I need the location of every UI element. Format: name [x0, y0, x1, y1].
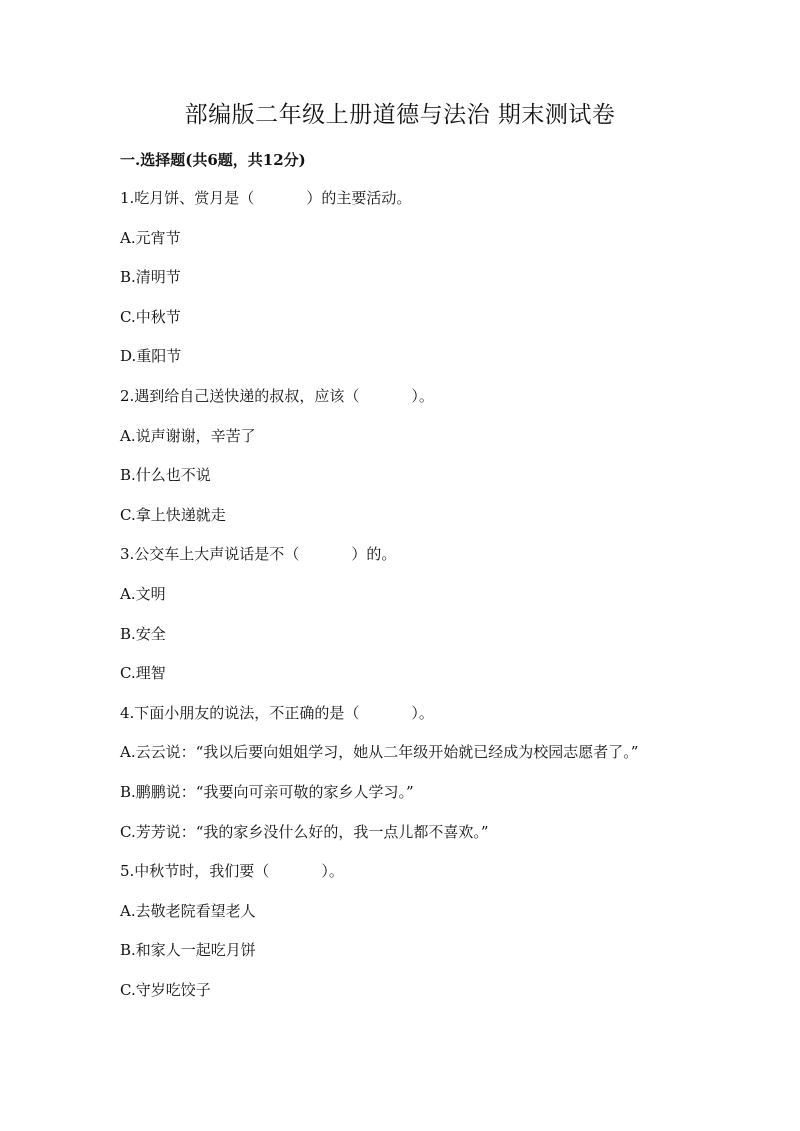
option-2c: C.拿上快递就走 [120, 505, 226, 524]
question-stem-before: 4.下面小朋友的说法，不正确的是（ [120, 703, 360, 722]
question-stem-after: ）。 [411, 703, 434, 722]
option-3a: A.文明 [120, 584, 166, 603]
question-stem-after: ）的。 [351, 545, 397, 564]
option-1a: A.元宵节 [120, 228, 181, 247]
option-2a: A.说声谢谢，辛苦了 [120, 426, 256, 445]
option-4b: B.鹏鹏说：“我要向可亲可敬的家乡人学习。” [120, 782, 414, 801]
option-4a: A.云云说：“我以后要向姐姐学习，她从二年级开始就已经成为校园志愿者了。” [120, 743, 639, 762]
option-2b: B.什么也不说 [120, 466, 211, 485]
option-4c: C.芳芳说：“我的家乡没什么好的，我一点儿都不喜欢。” [120, 822, 489, 841]
option-5b: B.和家人一起吃月饼 [120, 941, 256, 960]
question-1-stem [120, 187, 680, 209]
question-stem-after: ）。 [321, 862, 344, 881]
section-heading: 一.选择题(共6题，共12分) [120, 151, 306, 169]
question-stem-after: ）的主要活动。 [306, 189, 412, 207]
question-5-stem [120, 860, 680, 882]
page-title: 部编版二年级上册道德与法治 期末测试卷 [184, 102, 616, 128]
option-5a: A.去敬老院看望老人 [120, 901, 256, 920]
option-1c: C.中秋节 [120, 307, 181, 326]
question-4-stem [120, 702, 680, 724]
option-1d: D.重阳节 [120, 347, 182, 366]
option-3c: C.理智 [120, 664, 166, 683]
question-stem-before: 2.遇到给自己送快递的叔叔，应该（ [120, 386, 360, 405]
question-list [120, 187, 680, 1018]
question-stem-before: 3.公交车上大声说话是不（ [120, 545, 300, 564]
option-3b: B.安全 [120, 624, 166, 643]
question-stem-before: 5.中秋节时，我们要（ [120, 862, 270, 881]
question-2-stem [120, 385, 680, 407]
option-5c: C.守岁吃饺子 [120, 980, 211, 999]
question-stem-before: 1.吃月饼、赏月是（ [120, 189, 255, 207]
question-3-stem [120, 543, 680, 565]
question-stem-after: ）。 [411, 386, 434, 405]
option-1b: B.清明节 [120, 268, 181, 287]
